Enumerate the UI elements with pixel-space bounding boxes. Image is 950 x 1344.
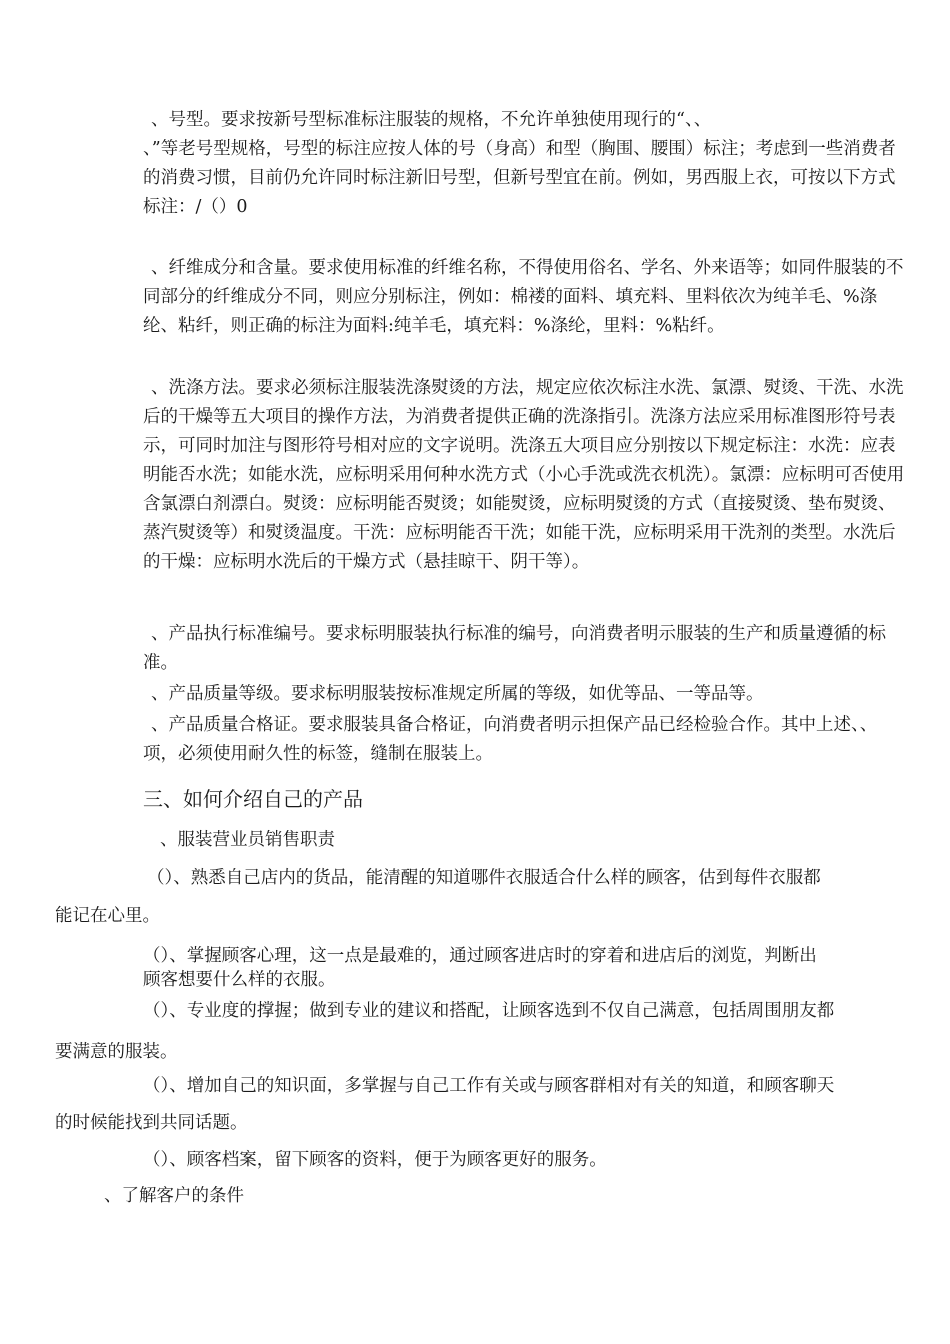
section-heading: 三、如何介绍自己的产品 — [143, 787, 363, 811]
subheading-customer-conditions: 、了解客户的条件 — [104, 1186, 244, 1206]
duty-item-3-line2: 要满意的服装。 — [55, 1042, 178, 1062]
duty-item-4-line2: 的时候能找到共同话题。 — [55, 1113, 248, 1133]
paragraph-quality-grade: 、产品质量等级。要求标明服装按标准规定所属的等级，如优等品、一等品等。 — [151, 684, 764, 704]
duty-item-1-line1: （）、熟悉自己店内的货品，能清醒的知道哪件衣服适合什么样的顾客，估到每件衣服都 — [147, 868, 821, 888]
paragraph-size-line2: 、”等老号型规格，号型的标注应按人体的号（身高）和型（胸围、腰围）标注；考虑到一些消费者的消费习惯，目前仍允许同时标注新旧号型，但新号型宜在前。例如，男西服上衣，可按以下方式标注：/（）0 — [143, 139, 896, 217]
duty-item-4-line1: （）、增加自己的知识面，多掌握与自己工作有关或与顾客群相对有关的知道，和顾客聊天 — [143, 1076, 835, 1096]
paragraph-standard-number: 、产品执行标准编号。要求标明服装执行标准的编号，向消费者明示服装的生产和质量遵循的标准。 — [143, 624, 886, 673]
duty-item-5: （）、顾客档案，留下顾客的资料，便于为顾客更好的服务。 — [143, 1150, 607, 1170]
duty-item-2-line1: （）、掌握顾客心理，这一点是最难的，通过顾客进店时的穿着和进店后的浏览，判断出 — [143, 946, 817, 966]
paragraph-size-label — [143, 106, 911, 222]
paragraph-quality-certificate: 、产品质量合格证。要求服装具备合格证，向消费者明示担保产品已经检验合作。其中上述、、项，必须使用耐久性的标签，缝制在服装上。 — [143, 715, 878, 764]
duty-item-2-line2: 顾客想要什么样的衣服。 — [143, 970, 336, 990]
subheading-sales-duties: 、服装营业员销售职责 — [160, 830, 335, 850]
paragraph-fiber-content: 、纤维成分和含量。要求使用标准的纤维名称，不得使用俗名、学名、外来语等；如同件服装的不同部分的纤维成分不同，则应分别标注，例如：棉褛的面料、填充料、里料依次为纯羊毛、%涤纶、粘纤，则正确的标注为面料:纯羊毛，填充料：%涤纶，里料：%粘纤。 — [143, 258, 904, 336]
paragraph-size-line1: 、号型。要求按新号型标准标注服装的规格，不允许单独使用现行的“、、 — [151, 110, 712, 130]
duty-item-3-line1: （）、专业度的撑握；做到专业的建议和搭配，让顾客选到不仅自己满意，包括周围朋友都 — [143, 1001, 835, 1021]
paragraph-washing-method: 、洗涤方法。要求必须标注服装洗涤熨烫的方法，规定应依次标注水洗、氯漂、熨烫、干洗、水洗后的干燥等五大项目的操作方法，为消费者提供正确的洗涤指引。洗涤方法应采用标准图形符号表示，可同时加注与图形符号相对应的文字说明。洗涤五大项目应分别按以下规定标注：水洗：应表明能否水洗；如能水洗，应标明采用何种水洗方式（小心手洗或洗衣机洗）。氯漂：应标明可否使用含氯漂白剂漂白。熨烫：应标明能否熨烫；如能熨烫，应标明熨烫的方式（直接熨烫、垫布熨烫、蒸汽熨烫等）和熨烫温度。干洗：应标明能否干洗；如能干洗，应标明采用干洗剂的类型。水洗后的干燥：应标明水洗后的干燥方式（悬挂晾干、阴干等）。 — [143, 378, 905, 572]
duty-item-1-line2: 能记在心里。 — [55, 906, 160, 926]
